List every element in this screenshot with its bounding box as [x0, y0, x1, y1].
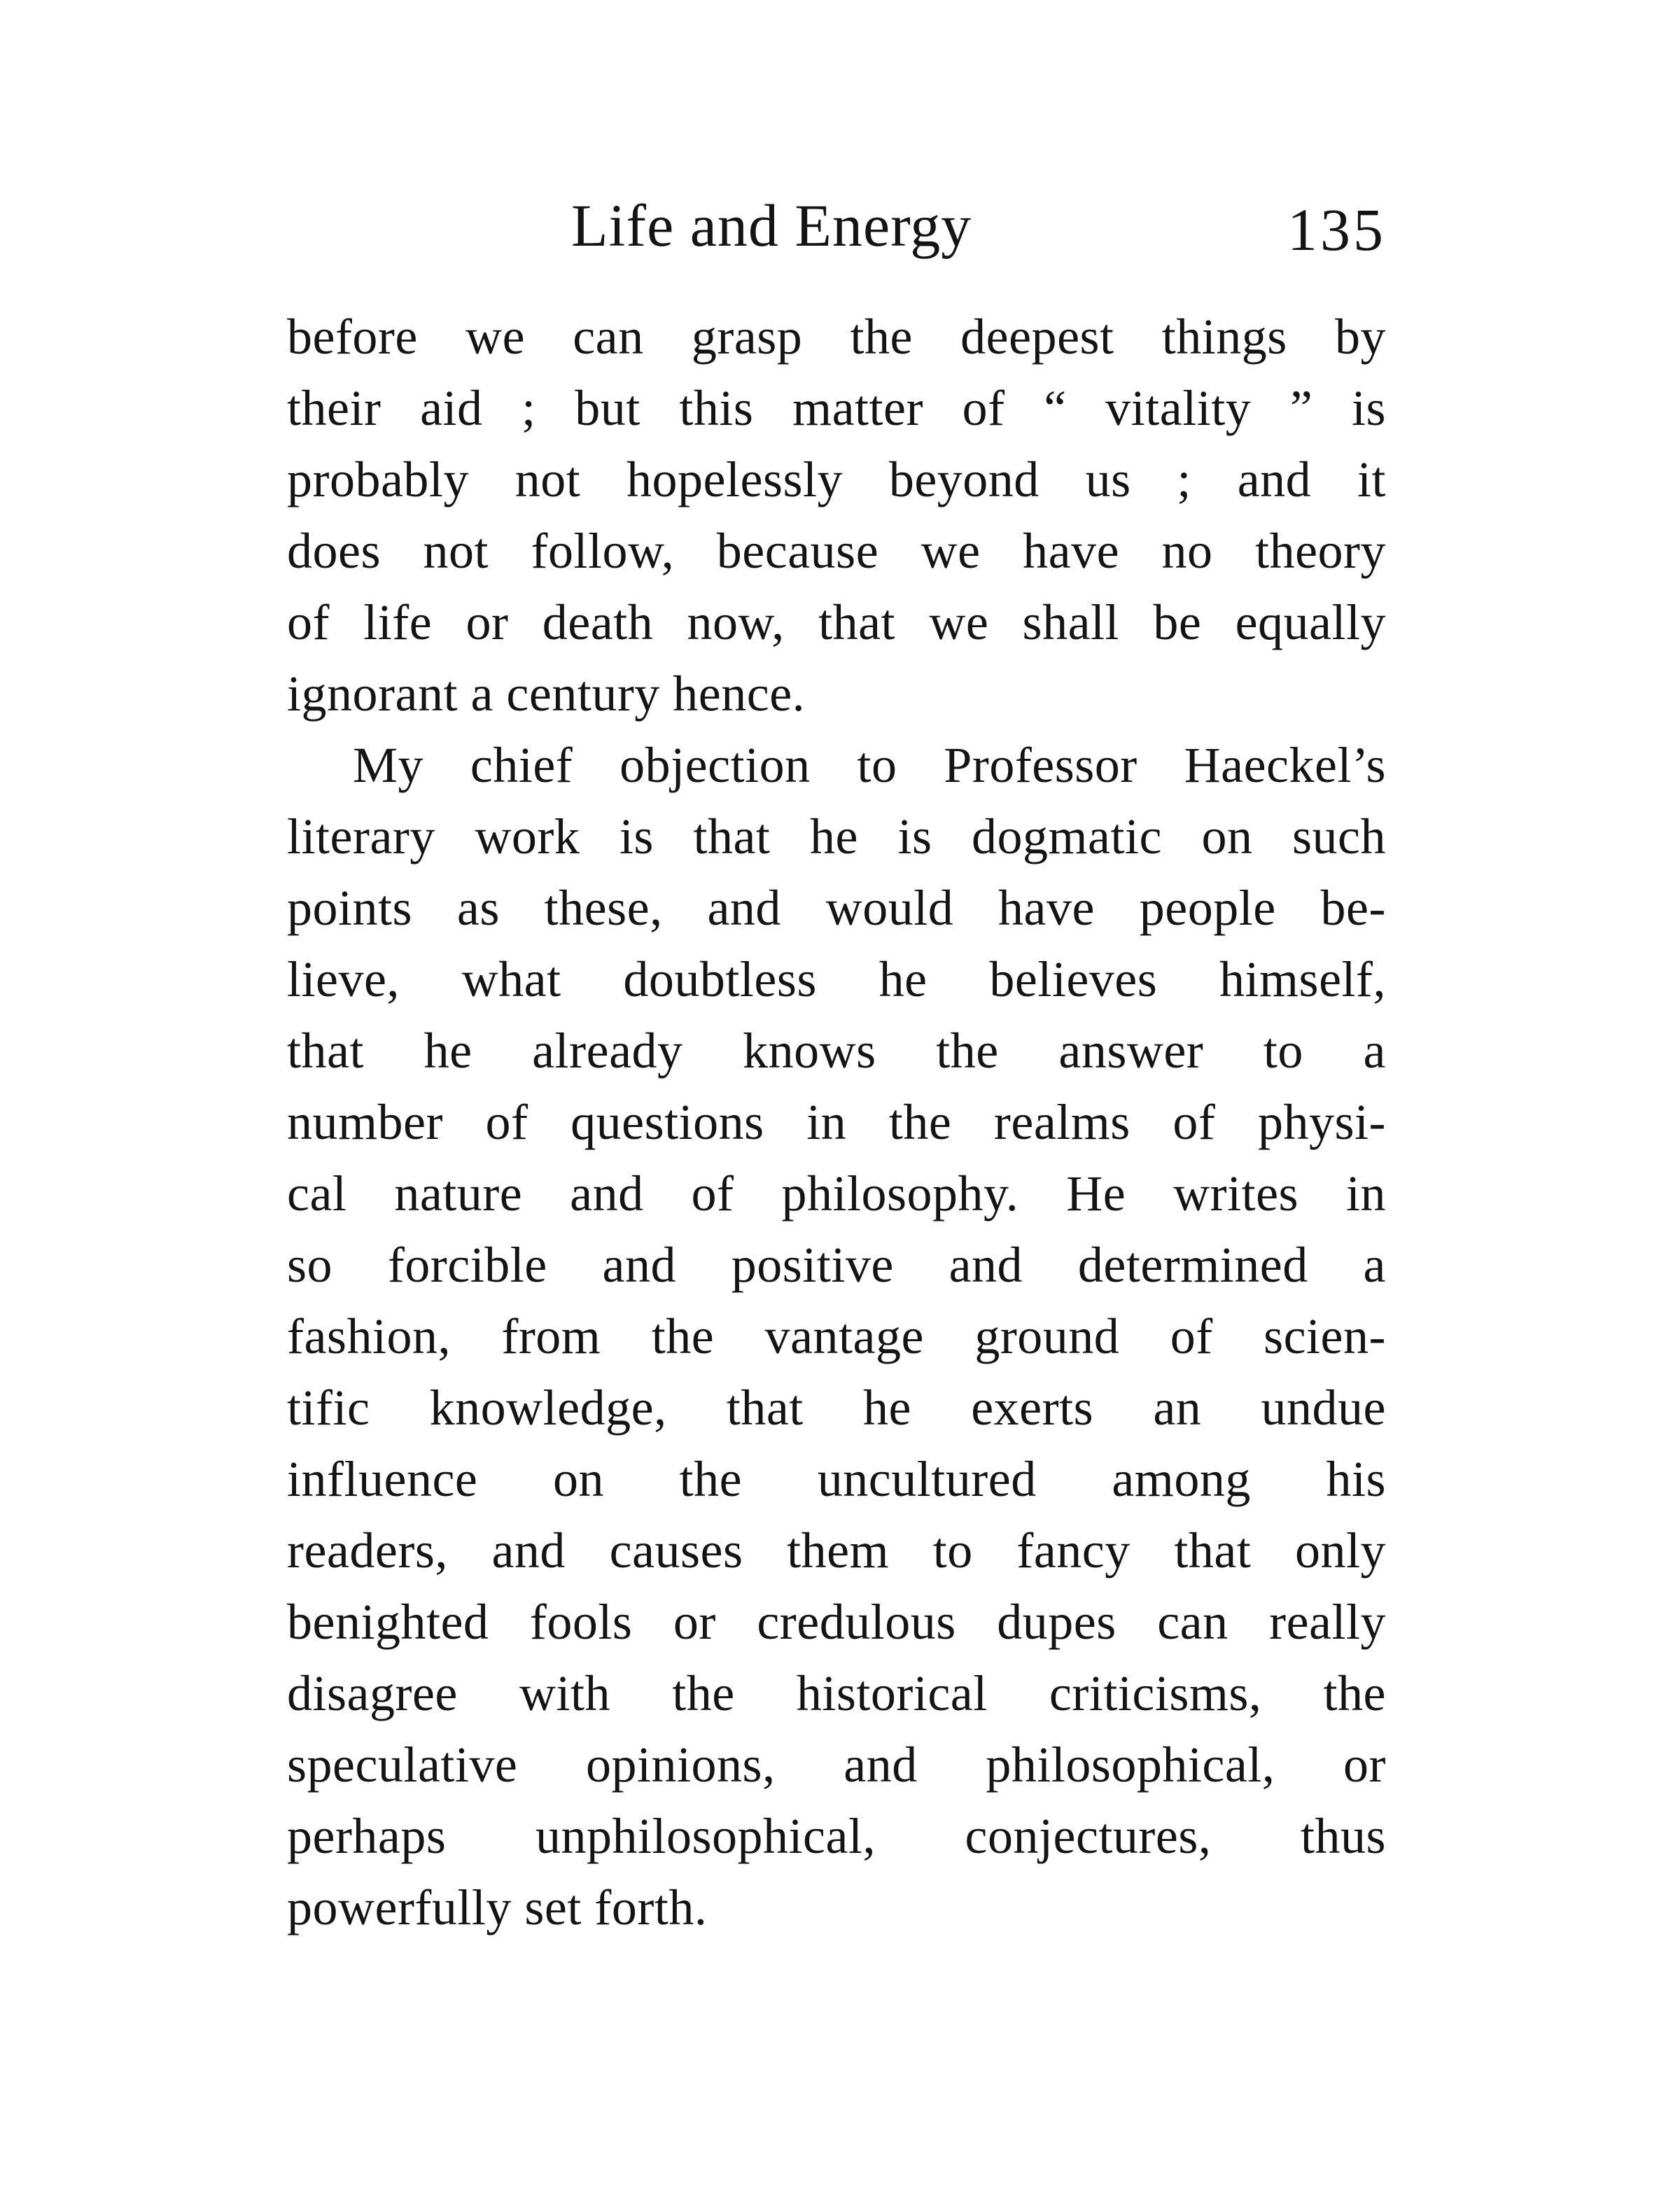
text-line: cal nature and of philosophy. He writes in	[287, 1166, 1386, 1222]
paragraph-1	[287, 301, 1386, 729]
text-line: that he already knows the answer to a	[287, 1023, 1386, 1079]
text-line: points as these, and would have people be-	[287, 880, 1386, 936]
running-head	[287, 183, 1386, 267]
text-line: benighted fools or credulous dupes can really	[287, 1594, 1386, 1650]
text-line: ignorant a century hence.	[287, 666, 806, 722]
text-line: before we can grasp the deepest things by	[287, 309, 1386, 365]
text-line: powerfully set forth.	[287, 1879, 708, 1935]
text-line: disagree with the historical criticisms, the	[287, 1665, 1386, 1721]
body-text	[287, 301, 1386, 1943]
text-line: influence on the uncultured among his	[287, 1451, 1386, 1507]
text-line: literary work is that he is dogmatic on such	[287, 808, 1386, 864]
text-line: their aid ; but this matter of “ vitality ” is	[287, 380, 1386, 436]
text-line: My chief objection to Professor Haeckel’s	[353, 737, 1386, 793]
text-line: number of questions in the realms of physi-	[287, 1094, 1386, 1150]
text-line: speculative opinions, and philosophical, or	[287, 1737, 1386, 1793]
text-line: tific knowledge, that he exerts an undue	[287, 1380, 1386, 1436]
text-line: readers, and causes them to fancy that only	[287, 1522, 1386, 1578]
text-line: probably not hopelessly beyond us ; and it	[287, 451, 1386, 507]
running-title: Life and Energy	[571, 192, 972, 259]
text-line: perhaps unphilosophical, conjectures, thus	[287, 1808, 1386, 1864]
paragraph-2	[287, 729, 1386, 1943]
text-line: of life or death now, that we shall be equally	[287, 594, 1386, 650]
text-line: fashion, from the vantage ground of scien-	[287, 1308, 1386, 1364]
text-line: so forcible and positive and determined a	[287, 1237, 1386, 1293]
text-line: does not follow, because we have no theory	[287, 523, 1386, 579]
page-number: 135	[1287, 196, 1386, 263]
text-line: lieve, what doubtless he believes himself,	[287, 951, 1386, 1007]
